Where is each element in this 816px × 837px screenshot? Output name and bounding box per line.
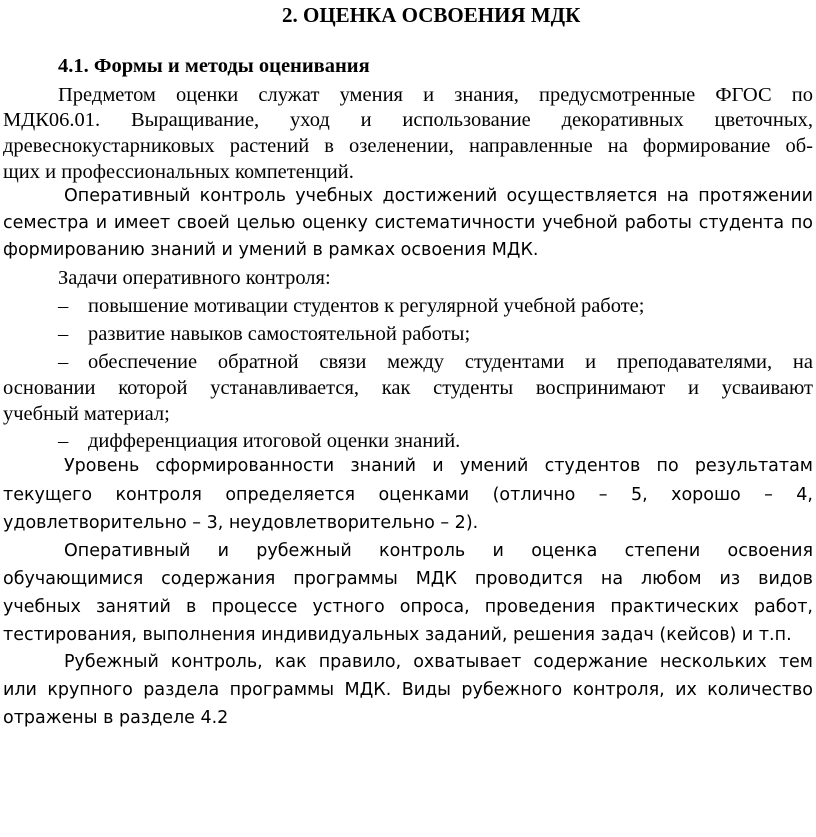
task-dash-3: – [58,351,69,373]
subsection-title: 4.1. Формы и методы оценивания [58,55,370,77]
para4-line-3: учебных занятий в процессе устного опроса, проведения практических работ, [3,597,813,617]
task-dash-4: – [58,430,69,452]
para2-line-3: формированию знаний и умений в рамках освоения МДК. [3,240,539,260]
task-item-3: обеспечение обратной связи между студентами и преподавателями, на [88,351,813,373]
tasks-heading: Задачи оперативного контроля: [58,267,331,289]
para3-line-2: текущего контроля определяется оценками (отлично – 5, хорошо – 4, [3,485,813,505]
section-title: 2. ОЦЕНКА ОСВОЕНИЯ МДК [282,3,581,27]
task-item-3-continuation-2: учебный материал; [3,403,170,425]
para3-line-1: Уровень сформированности знаний и умений студентов по результатам [64,456,813,476]
task-item-2: развитие навыков самостоятельной работы; [88,323,471,345]
para5-line-3: отражены в разделе 4.2 [3,708,229,728]
para1-line-2: МДК06.01. Выращивание, уход и использование декоративных цветочных, [3,109,813,131]
para1-line-4: щих и профессиональных компетенций. [3,161,354,183]
task-dash-1: – [58,295,69,317]
para4-line-4: тестирования, выполнения индивидуальных заданий, решения задач (кейсов) и т.п. [3,625,792,645]
para4-line-1: Оперативный и рубежный контроль и оценка степени освоения [64,541,813,561]
para1-line-3: древеснокустарниковых растений в озеленении, направленные на формирование об- [3,135,813,157]
para1-line-1: Предметом оценки служат умения и знания, предусмотренные ФГОС по [58,84,813,106]
task-item-3-continuation-1: основании которой устанавливается, как студенты воспринимают и усваивают [3,377,813,399]
para3-line-3: удовлетворительно – 3, неудовлетворительно – 2). [3,513,479,533]
task-dash-2: – [58,323,69,345]
para2-line-2: семестра и имеет своей целью оценку систематичности учебной работы студента по [3,213,813,233]
para4-line-2: обучающимися содержания программы МДК проводится на любом из видов [3,569,813,589]
para5-line-1: Рубежный контроль, как правило, охватывает содержание нескольких тем [64,652,813,672]
task-item-4: дифференциация итоговой оценки знаний. [88,430,461,452]
para5-line-2: или крупного раздела программы МДК. Виды рубежного контроля, их количество [3,680,813,700]
task-item-1: повышение мотивации студентов к регулярной учебной работе; [88,295,645,317]
para2-line-1: Оперативный контроль учебных достижений осуществляется на протяжении [64,186,813,206]
